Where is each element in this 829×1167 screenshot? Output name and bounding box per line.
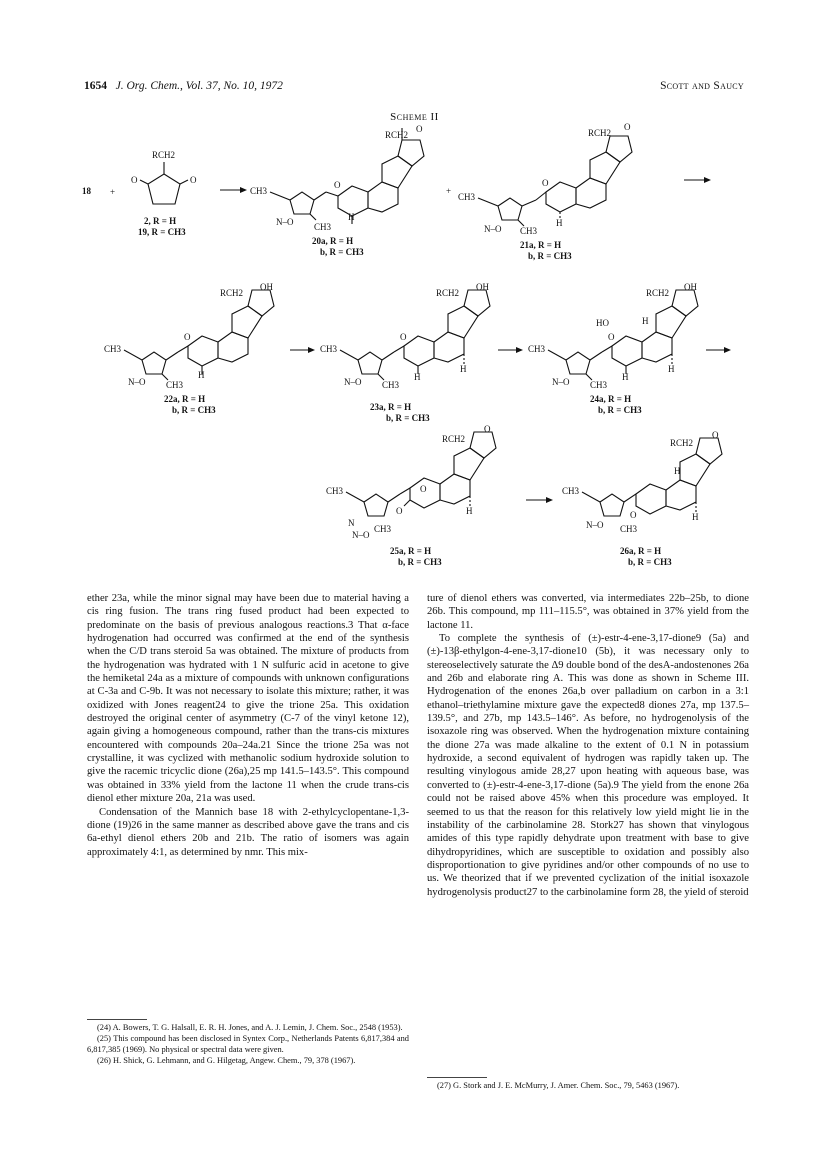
c26-ch3-bottom: CH3 [620,524,638,534]
c24-ch3-left: CH3 [528,344,546,354]
dione-rch2: RCH2 [152,150,176,160]
footnotes-left [87,1023,409,1068]
c20-h: H [348,212,355,222]
c26-ch3-left: CH3 [562,486,580,496]
c20-rch2: RCH2 [385,130,409,140]
cap-22-2: b, R = CH3 [172,405,216,415]
footnote-rule-right [427,1077,487,1078]
left-paragraph-1: ether 23a, while the minor signal may have been due to material having a cis ring fusion. The trans ring fused product had been expected to predominate on the basis of previous analogous reactions.3 That α-face hydrogenation had occurred was confirmed at the end of the synthesis when the C/D trans steroid 5a was obtained. The mixture of products from the hydrogenation was hydrated with 1 N sulfuric acid in acetone to give the hemiketal 24a as a mixture of compounds with unknown configurations at C-3a and C-9b. It was not necessary to isolate this mixture; rather, it was oxidized with Jones reagent24 to give the trione 25a. This oxidation destroyed the original center of asymmetry (C-7 of the vinyl ketone 12), again giving a homogeneous compound, rather than the trans-cis mixtures encountered with compounds 20a–24a.21 Since the trione 25a was not crystalline, it was cyclized with methanolic sodium hydroxide solution to give the racemic tricyclic dione (26a),25 mp 141.5–143.5°. This compound was obtained in 33% yield from the lactone 11 when the crude trans-cis dienol ether mixture 20a, 21a was used. [87,593,409,805]
dione-caption-2: 19, R = CH3 [138,227,186,237]
c21-ch3-bottom: CH3 [520,226,538,236]
c24-oh: OH [684,282,697,292]
footnotes-right [427,1081,749,1092]
c22-o-ring: O [184,332,191,342]
c22-rch2: RCH2 [220,288,244,298]
c21-o-top: O [624,122,631,132]
c23-h-1: H [460,364,467,374]
c23-oh: OH [476,282,489,292]
footnote-rule-left [87,1019,147,1020]
scheme-title: Scheme II [390,111,439,123]
c23-rch2: RCH2 [436,288,460,298]
cap-21-1: 21a, R = H [520,240,562,250]
c26-rch2: RCH2 [670,438,694,448]
c20-no: N–O [276,217,294,227]
c24-rch2: RCH2 [646,288,670,298]
c26-no: N–O [586,520,604,530]
c23-o-ring: O [400,332,407,342]
compound-21-structure [458,122,632,236]
c20-o-ring: O [334,180,341,190]
plus-sign-1: + [110,187,116,197]
plus-sign-2: + [446,186,452,196]
cap-25-2: b, R = CH3 [398,557,442,567]
page-number: 1654 [84,80,107,92]
c22-no: N–O [128,377,146,387]
c25-ch3-bottom: CH3 [374,524,392,534]
right-paragraph-1: ture of dienol ethers was converted, via intermediates 22b–25b, to dione 26b. This compound, mp 111–115.5°, was obtained in 37% yield from the lactone 11. [427,593,749,631]
cap-21-2: b, R = CH3 [528,251,572,261]
right-column [427,592,749,899]
c22-ch3-bottom: CH3 [166,380,184,390]
left-paragraph-2: Condensation of the Mannich base 18 with 2-ethylcyclopentane-1,3-dione (19)26 in the same manner as described above gave the trans and cis 6a-ethyl dienol ethers 20b and 21b. The ratio of isomers was again approximately 4:1, as determined by nmr. This mix- [87,806,409,858]
c26-h-1: H [674,466,681,476]
dione-caption-1: 2, R = H [144,216,177,226]
c25-o-ring: O [420,484,427,494]
footnote-24: (24) A. Bowers, T. G. Halsall, E. R. H. Jones, and A. J. Lemin, J. Chem. Soc., 2548 (1953). [97,1023,403,1032]
c24-h-3: H [622,372,629,382]
left-column [87,592,409,859]
c26-o-ketone: O [630,510,637,520]
c25-o-ketone: O [396,506,403,516]
c25-o-top: O [484,424,491,434]
cap-24-1: 24a, R = H [590,394,632,404]
c23-no: N–O [344,377,362,387]
c22-oh: OH [260,282,273,292]
compound-26-structure [562,430,722,534]
c20-ch3-left: CH3 [250,186,268,196]
right-paragraph-2: To complete the synthesis of (±)-estr-4-ene-3,17-dione9 (5a) and (±)-13β-ethylgon-4-ene-3,17-dione10 (5b), it was necessary only to stereoselectively saturate the Δ9 double bond of the desA-andostenones 26a and 26b and elaborate ring A. This was done as shown in Scheme III. Hydrogenation of the enones 26a,b over palladium on carbon in a 3:1 ethanol–triethylamine mixture gave the expected8 diones 27a, mp 137.5–139.5°, and 27b, mp 143.5–146°. As before, no hydrogenolysis of the isoxazole ring was observed. When the hydrogenation mixture containing the dione 27a was made alkaline to the extent of 0.1 N in potassium hydroxide, a second equivalent of hydrogen was rapidly taken up. The resulting vinylogous amide 28,27 upon heating with aqueous base, was converted to (±)-estr-4-ene-3,17-dione (5a).9 The yield from the enone 26a could not be raised above 45% when this procedure was employed. It seemed to us that the reason for this relatively low yield might lie in the instability of the carbinolamine 28. Stork27 has shown that vinylogous amides of this type rapidly dehydrate upon treatment with base to give dihydropyridines, which are susceptible to oxidation and possibly also disproportionation to give pyridines and/or other compounds of no use to us. We theorized that if we prevented cyclization of the initial isoxazole hydrogenolysis product27 to the carbinolamine form 28, the yield of steroid [427,633,749,898]
cap-23-1: 23a, R = H [370,402,412,412]
journal-citation: J. Org. Chem., Vol. 37, No. 10, 1972 [115,80,283,92]
running-header [84,80,744,96]
header-left [84,80,283,92]
footnote-27: (27) G. Stork and J. E. McMurry, J. Amer. Chem. Soc., 79, 5463 (1967). [437,1081,680,1090]
c25-h: H [466,506,473,516]
cap-24-2: b, R = CH3 [598,405,642,415]
c23-ch3-bottom: CH3 [382,380,400,390]
compound-25-structure [326,424,496,540]
c24-ho: HO [596,318,609,328]
cyclopentanedione-structure [131,150,197,204]
compound-20-structure [250,124,424,232]
c24-ch3-bottom: CH3 [590,380,608,390]
scheme-ii-figure [80,120,750,580]
compound-23-structure [320,282,490,390]
cap-20-2: b, R = CH3 [320,247,364,257]
c20-o-top: O [416,124,423,134]
c23-h-2: H [414,372,421,382]
c23-ch3-left: CH3 [320,344,338,354]
footnote-25: (25) This compound has been disclosed in Syntex Corp., Netherlands Patents 6,817,384 and 6,817,385 (1969). No physical or spectral data were given. [87,1034,409,1054]
c24-no: N–O [552,377,570,387]
c22-ch3-left: CH3 [104,344,122,354]
c26-h-2: H [692,512,699,522]
c25-ch3-left: CH3 [326,486,344,496]
dione-o-left: O [131,175,138,185]
c21-o-ring: O [542,178,549,188]
compound-18-label: 18 [82,186,91,196]
c26-o-top: O [712,430,719,440]
footnote-26: (26) H. Shick, G. Lehmann, and G. Hilgetag, Angew. Chem., 79, 378 (1967). [97,1056,356,1066]
cap-25-1: 25a, R = H [390,546,432,556]
c24-h-2: H [668,364,675,374]
cap-23-2: b, R = CH3 [386,413,430,423]
compound-22-structure [104,282,274,390]
c25-rch2: RCH2 [442,434,466,444]
cap-20-1: 20a, R = H [312,236,354,246]
c25-no: N–O [352,530,370,540]
c21-h: H [556,218,563,228]
c24-h-1: H [642,316,649,326]
dione-o-right: O [190,175,197,185]
c21-rch2: RCH2 [588,128,612,138]
c21-no: N–O [484,224,502,234]
author-names: Scott and Saucy [660,80,744,92]
c21-ch3-left: CH3 [458,192,476,202]
c22-h: H [198,370,205,380]
compound-24-structure [528,282,698,390]
c20-ch3-bottom: CH3 [314,222,332,232]
c24-o-ring: O [608,332,615,342]
cap-26-1: 26a, R = H [620,546,662,556]
cap-22-1: 22a, R = H [164,394,206,404]
c25-n: N [348,518,355,528]
cap-26-2: b, R = CH3 [628,557,672,567]
